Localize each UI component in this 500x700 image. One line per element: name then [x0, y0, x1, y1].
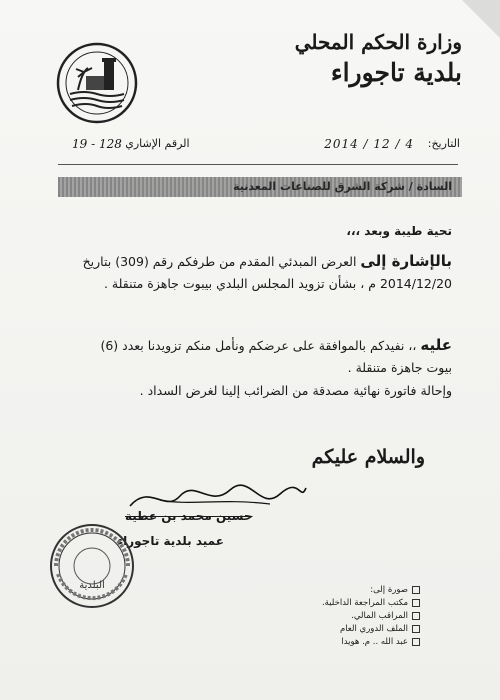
checkbox-icon	[412, 586, 420, 594]
reference-label: الرقم الإشاري :	[118, 137, 190, 150]
date-label: التاريخ:	[427, 137, 460, 150]
paragraph-2-lead: عليه	[420, 336, 452, 354]
copies-to-list	[260, 584, 420, 649]
closing-salutation	[312, 446, 425, 468]
header-divider	[58, 164, 458, 165]
checkbox-icon	[412, 599, 420, 607]
copies-item	[260, 636, 420, 649]
checkbox-icon	[412, 638, 420, 646]
copies-item-text: مكتب المراجعة الداخلية.	[321, 598, 408, 608]
paragraph-2	[72, 334, 452, 379]
copies-item	[260, 597, 420, 610]
checkbox-icon	[412, 612, 420, 620]
copies-heading-text: صورة إلى:	[370, 585, 408, 595]
municipality-heading: بلدية تاجوراء	[330, 58, 462, 87]
signatory-name: حسين محمد بن عطية	[125, 509, 253, 523]
copies-item-text: المراقب المالي.	[351, 611, 408, 621]
municipality-logo	[56, 42, 138, 124]
date-value: 2014 / 12 / 4	[324, 137, 414, 151]
copies-item	[260, 610, 420, 623]
paragraph-1	[72, 250, 452, 295]
addressee-bar: السادة / شركة الشرق للصناعات المعدنية	[58, 177, 462, 197]
reference-value: 19 - 128	[72, 137, 122, 151]
copies-heading	[260, 584, 420, 597]
paragraph-3: وإحالة فاتورة نهائية مصدقة من الضرائب إلينا لغرض السداد .	[139, 383, 452, 398]
paragraph-1-text: العرض المبدئي المقدم من طرفكم رقم (309) بتاريخ 2014/12/20 م ، بشأن تزويد المجلس البلدي بيبوت جاهزة متنقلة .	[82, 254, 452, 291]
greeting: تحية طيبة وبعد ،،،	[346, 224, 452, 238]
checkbox-icon	[412, 625, 420, 633]
paragraph-2-text: ،، نفيدكم بالموافقة على عرضكم ونأمل منكم تزويدنا بعدد (6) بيوت جاهزة متنقلة .	[100, 338, 452, 375]
official-stamp	[48, 522, 136, 610]
closing-text: والسلام عليكم	[311, 446, 425, 468]
page-fold	[462, 0, 500, 38]
stamp-text: البلدية	[79, 580, 105, 591]
signatory-title: عميد بلدية تاجوراء	[117, 534, 224, 548]
copies-item-text: الملف الدوري العام	[339, 624, 408, 634]
ministry-heading: وزارة الحكم المحلي	[294, 30, 462, 54]
paragraph-1-lead: بالإشارة إلى	[360, 252, 452, 270]
copies-item	[260, 623, 420, 636]
copies-item-text: عبد الله .. م. هويدا	[341, 637, 408, 647]
